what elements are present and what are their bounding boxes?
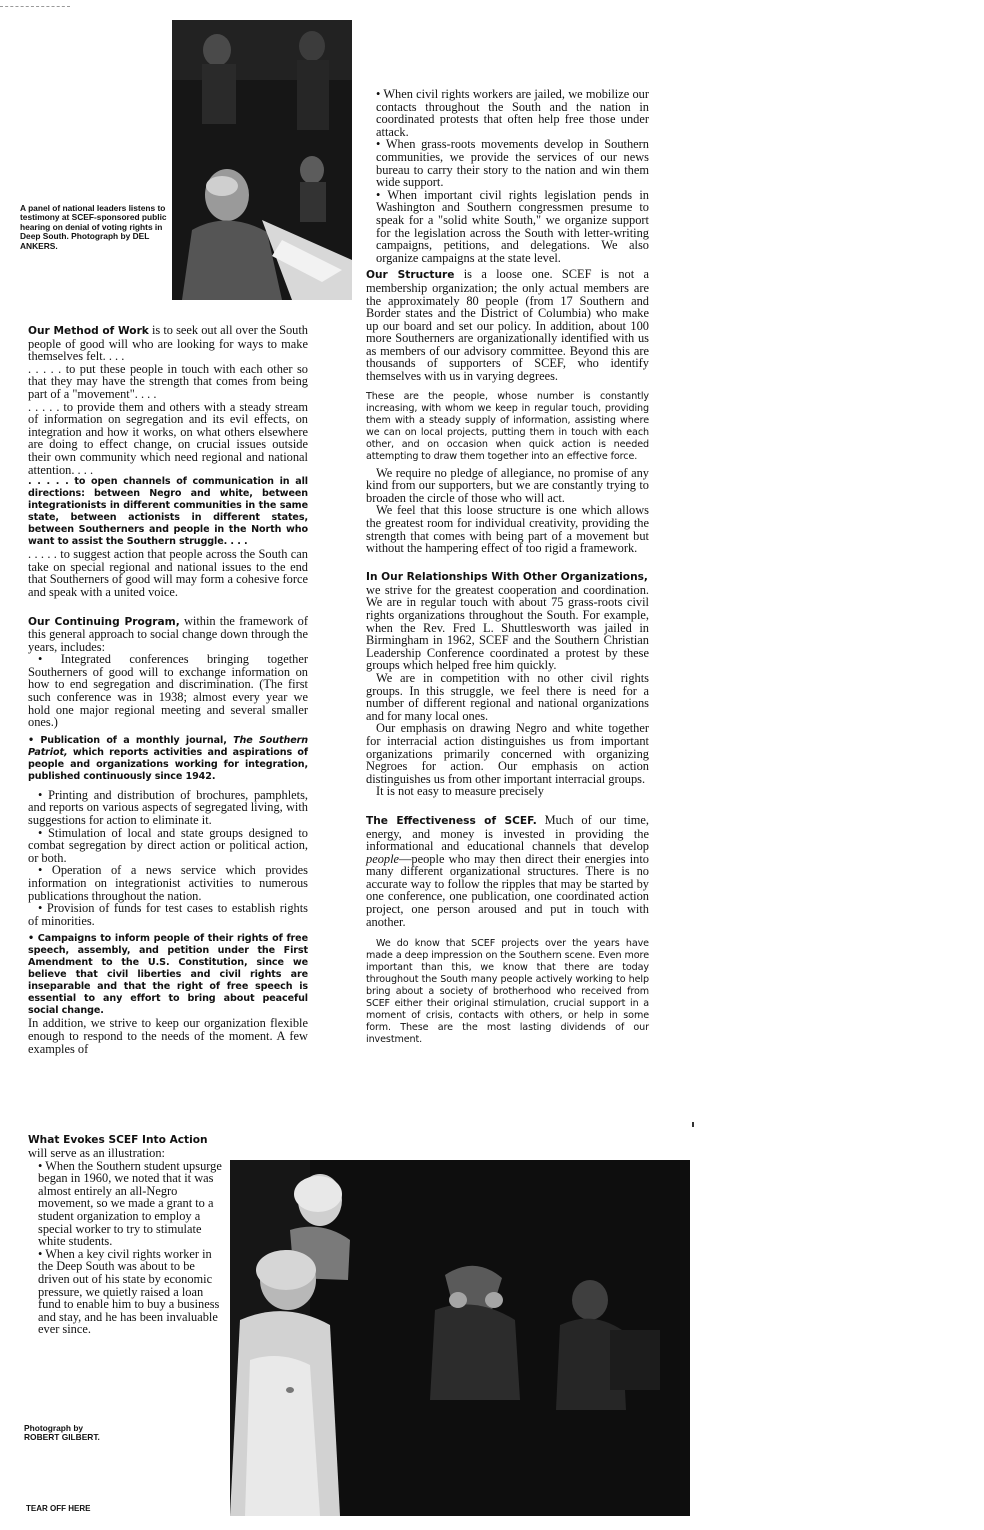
method-paragraph-2: . . . . . to provide them and others with a steady stream of information on segregation and its evil effects, on integration and how it works, on what others elsewhere are doing to effect change, on crucial issues outside their own community which need regional and national attention. . . .	[28, 399, 308, 477]
relationships-paragraph-3: Our emphasis on drawing Negro and white together for interracial action distinguishes us from important organizations primarily concerned with organizing Negroes for action. Our emphasis on action distinguishes us from other important interracial groups.	[366, 721, 649, 786]
structure-paragraph-2: These are the people, whose number is constantly increasing, with whom we keep in regular touch, providing them with a steady supply of information, assisting where we can on local projects, putting them in touch with each other, and on occasion when quick action is needed attempting to draw them together into an effective force.	[366, 390, 649, 462]
photo-caption: A panel of national leaders listens to testimony at SCEF-sponsored public hearing on denial of voting rights in Deep South. Photograph by DEL ANKERS.	[20, 203, 167, 251]
effectiveness-emphasis: people	[366, 851, 400, 866]
evokes-intro: will serve as an illustration:	[28, 1146, 165, 1160]
hearing-panel-photo	[172, 20, 352, 300]
method-intro: is to seek out all over the South people of good will who are looking for ways to make themselves felt. . . .	[28, 323, 308, 364]
program-bullet-1: • Integrated conferences bringing together Southerners of good will to exchange information on how to end segregation and discrimination. (The first such conference was in 1938; almost every year we hold one major regional meeting and several smaller ones.)	[28, 652, 308, 730]
method-paragraph-3: . . . . . to open channels of communication in all directions: between Negro and white, between integrationists in different communities in the same state, between actionists in different states, between Southerners and people in the North who want to assist the Southern struggle. . . .	[28, 476, 308, 548]
structure-heading: Our Structure	[366, 269, 455, 282]
program-bullet-5: • Operation of a news service which provides information on integrationist activities to numerous publications throughout the nation.	[28, 863, 308, 903]
method-paragraph-4: . . . . . to suggest action that people across the South can take on special regional and national issues to the end that Southerners of good will may form a cohesive force and speak with a united voice.	[28, 547, 308, 599]
action-bullet-3: • When important civil rights legislation pends in Washington and Southern congressmen presume to speak for a "solid white South," we organize support for the legislation across the South with letter-writing campaigns, petitions, and delegations. We also organize campaigns at the state level.	[376, 187, 649, 265]
effectiveness-section	[366, 814, 649, 928]
program-bullet-6: • Provision of funds for test cases to establish rights of minorities.	[28, 901, 308, 928]
program-bullet-3: • Printing and distribution of brochures, pamphlets, and reports on various aspects of segregated living, with suggestions for action to eliminate it.	[28, 787, 308, 828]
evokes-bullet-2: • When a key civil rights worker in the Deep South was about to be driven out of his state by economic pressure, we quietly raised a loan fund to enable him to buy a business and stay, and he has been invaluable ever since.	[38, 1246, 220, 1337]
effectiveness-paragraph-2: We do know that SCEF projects over the years have made a deep impression on the Southern scene. Even more important than this, we know that there are today throughout the South many people actively working to help bring about a society of brotherhood who received from SCEF either their original stimulation, crucial support in a moment of crisis, contacts with others, or help in some form. These are the most lasting dividends of our investment.	[366, 938, 649, 1046]
program-bullet-7: • Campaigns to inform people of their rights of free speech, assembly, and petition under the First Amendment to the U.S. Constitution, since we believe that civil liberties and civil rights are inseparable and that the right of free speech is essential to any effort to bring about peaceful social change.	[28, 933, 308, 1017]
structure-paragraph-4: We feel that this loose structure is one which allows the greatest room for individual creativity, providing the strength that comes with being part of a movement but without the hampering effect of too rigid a framework.	[366, 503, 649, 556]
corner-mark	[0, 6, 70, 7]
effectiveness-text-rest: —people who may then direct their energies into many different organizational structures. There is no accurate way to follow the ripples that may be started by one conference, one publication, one coordinated action project, one person aroused and put in touch with another.	[366, 851, 649, 929]
program-bullet-2-rest: which reports activities and aspirations of people and organizations working for integration, published continuously since 1942.	[28, 746, 308, 782]
method-section	[28, 324, 308, 363]
action-bullet-2: • When grass-roots movements develop in Southern communities, we provide the services of our news bureau to carry their story to the nation and win them wide support.	[376, 137, 649, 190]
relationships-paragraph-2: We are in competition with no other civil rights groups. In this struggle, we feel there is need for a number of different regional and national organizations and for many local ones.	[366, 670, 649, 723]
margin-mark	[692, 1122, 694, 1127]
students-photo-graphic	[230, 1160, 690, 1516]
method-heading: Our Method of Work	[28, 325, 149, 337]
structure-paragraph-3: We require no pledge of allegiance, no promise of any kind from our supporters, but we are constantly trying to broaden the circle of those who will act.	[366, 465, 649, 505]
program-bullet-4: • Stimulation of local and state groups designed to combat segregation by direct action or political action, or both.	[28, 825, 308, 865]
hearing-panel-photo-graphic	[172, 20, 352, 300]
journal-title: The Southern Patriot,	[28, 734, 308, 758]
structure-paragraph-1: is a loose one. SCEF is not a membership organization; the only actual members are the approximately 80 people (from 17 Southern and Border states and the District of Columbia) who make up our board and set our policy. In addition, about 100 more Southerners are organizationally identified with us as members of our advisory committee. Beyond this are thousands of supporters of SCEF, who identify themselves with us in varying degrees.	[366, 267, 650, 384]
relationships-heading: In Our Relationships With Other Organizations,	[366, 570, 648, 583]
students-photo	[230, 1160, 690, 1516]
program-closing: In addition, we strive to keep our organization flexible enough to respond to the needs of the moment. A few examples of	[28, 1016, 308, 1056]
program-intro: within the framework of this general approach to social change down through the years, includes:	[28, 613, 308, 654]
photo-credit: Photograph by ROBERT GILBERT.	[24, 1423, 100, 1443]
effectiveness-text: Much of our time, energy, and money is invested in providing the informational and educational channels that develop	[366, 812, 650, 854]
evokes-section	[28, 1134, 228, 1336]
relationships-paragraph-1: we strive for the greatest cooperation and coordination. We are in regular touch with about 75 grass-roots civil rights organizations throughout the South. For example, when the Rev. Fred L. Shuttlesworth was jailed in Birmingham in 1962, SCEF and the Southern Christian Leadership Conference coordinated a protest by these groups which helped free him quickly.	[366, 582, 649, 673]
method-paragraph-1: . . . . . to put these people in touch with each other so that they may have the strength that comes from being part of a "movement". . . .	[28, 361, 308, 401]
effectiveness-heading: The Effectiveness of SCEF.	[366, 814, 537, 827]
structure-section	[366, 268, 649, 382]
program-bullet-2-text: • Publication of a monthly journal,	[28, 734, 234, 746]
tear-off-label: TEAR OFF HERE	[26, 1504, 91, 1513]
program-bullet-2	[28, 735, 308, 783]
evokes-bullet-1: • When the Southern student upsurge began in 1960, we noted that it was almost entirely an all-Negro movement, so we made a grant to a student organization to employ a special worker to try to stimulate white students.	[38, 1158, 222, 1249]
right-column	[366, 88, 649, 1046]
action-bullet-1: • When civil rights workers are jailed, we mobilize our contacts throughout the South and the nation in coordinated protests that often help free those under attack.	[376, 87, 649, 139]
program-section	[28, 615, 308, 654]
evokes-heading: What Evokes SCEF Into Action	[28, 1134, 208, 1146]
program-heading: Our Continuing Program,	[28, 615, 180, 628]
left-column	[28, 324, 308, 1055]
relationships-paragraph-4: It is not easy to measure precisely	[376, 784, 544, 799]
